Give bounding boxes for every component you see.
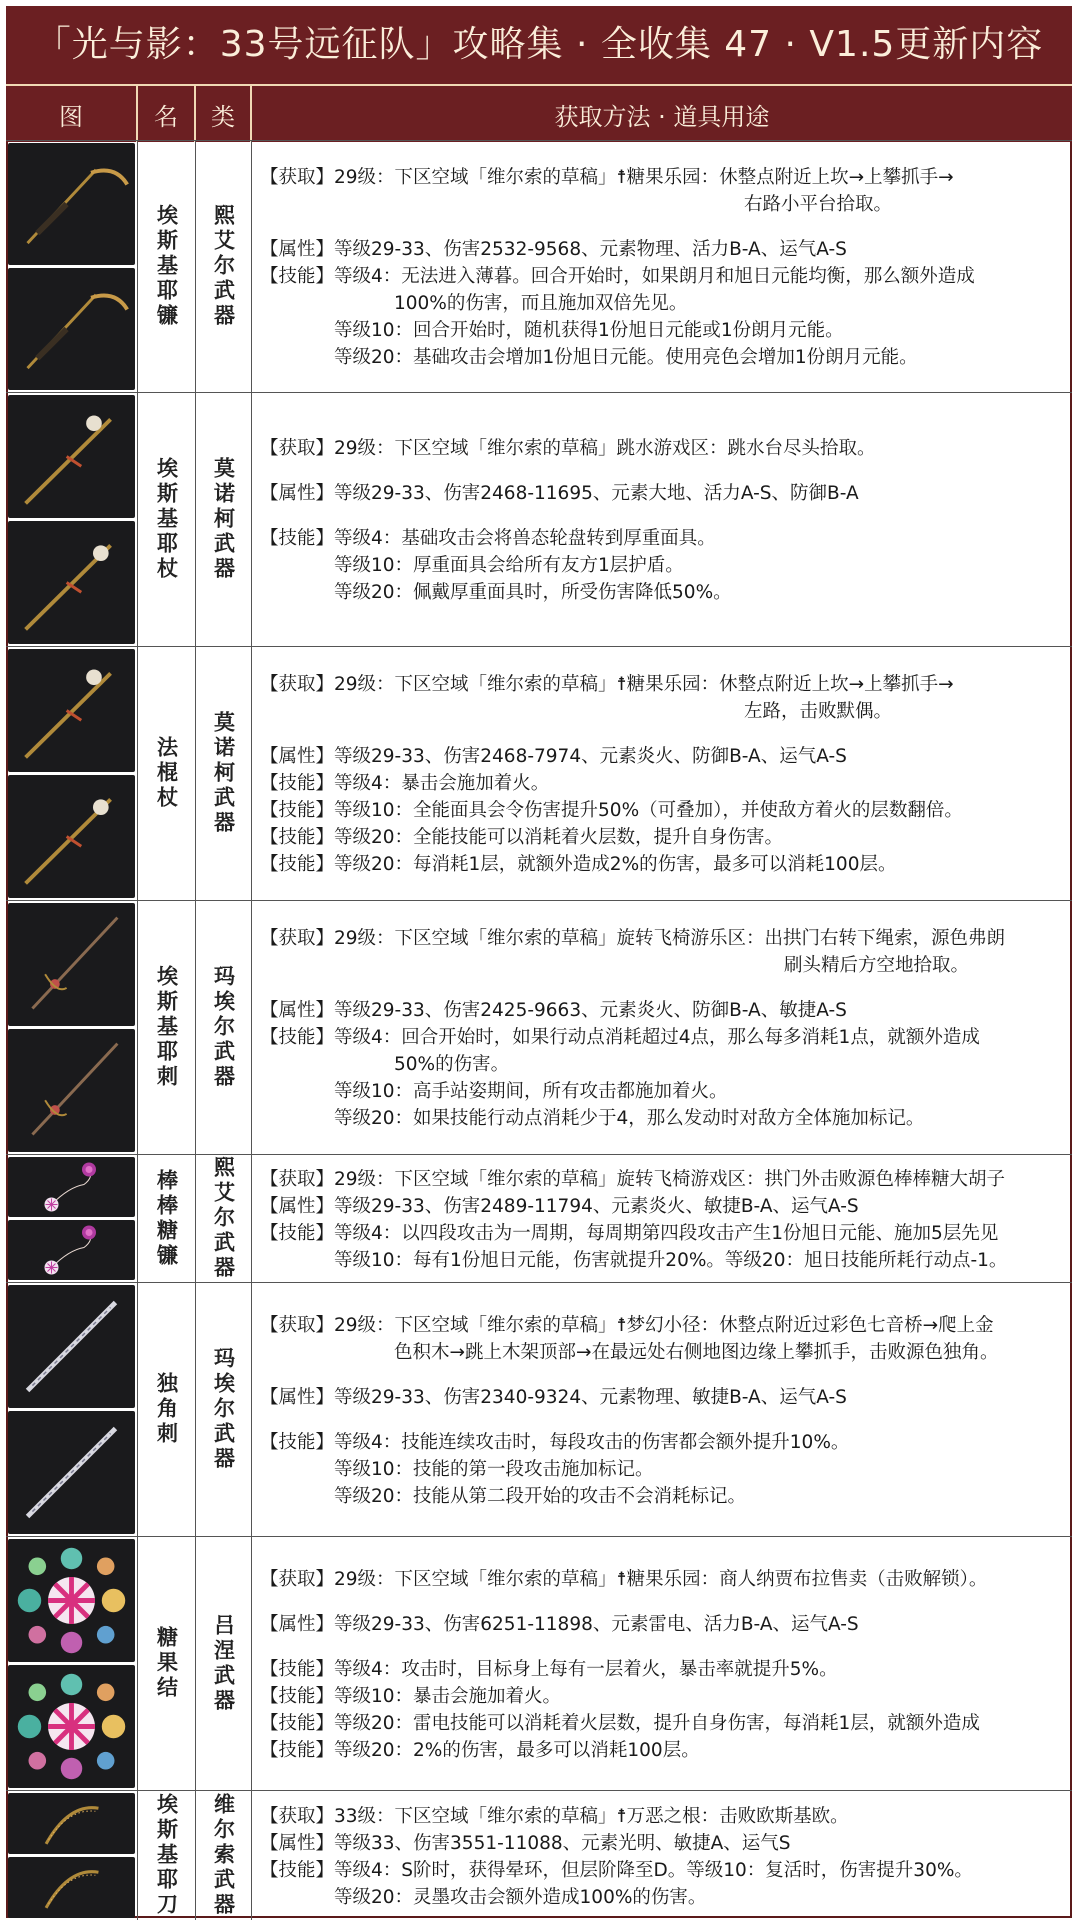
weapon-thumbnail — [8, 1411, 135, 1534]
description-line — [260, 1456, 1062, 1483]
weapon-name-cell — [138, 1283, 196, 1536]
description-line — [260, 1078, 1062, 1105]
table-row — [6, 1536, 1072, 1790]
line-text: 等级4：基础攻击会将兽态轮盘转到厚重面具。 — [334, 528, 716, 549]
line-text: 等级10：回合开始时，随机获得1份旭日元能或1份朗月元能。 — [334, 320, 844, 341]
line-text: 等级10：高手站姿期间，所有攻击都施加着火。 — [334, 1081, 728, 1102]
weapon-type-cell — [196, 1155, 252, 1282]
weapon-type: 莫诺柯武器 — [211, 457, 236, 582]
description-line — [260, 671, 1062, 698]
description-line — [260, 1683, 1062, 1710]
weapon-image-cell — [6, 141, 138, 392]
weapon-type: 吕涅武器 — [211, 1613, 236, 1714]
line-text: 等级29-33、伤害2425-9663、元素炎火、防御B-A、敏捷A-S — [334, 1000, 847, 1021]
line-tag: 【属性】 — [260, 1000, 335, 1021]
header-name: 名 — [138, 86, 196, 142]
line-text: 等级4：S阶时，获得晕环，但层阶降至D。等级10：复活时，伤害提升30%。 — [334, 1859, 973, 1881]
line-text: 29级：下区空域「维尔索的草稿」☨糖果乐园：商人纳贾布拉售卖（击败解锁）。 — [334, 1568, 988, 1590]
weapon-name: 埃斯基耶刺 — [154, 965, 179, 1090]
weapon-thumbnail — [8, 521, 135, 644]
weapon-name-cell — [138, 1537, 196, 1790]
line-text: 等级29-33、伤害2532-9568、元素物理、活力B-A、运气A-S — [334, 239, 847, 260]
line-text: 等级20：2%的伤害，最多可以消耗100层。 — [334, 1739, 700, 1761]
line-tag: 【技能】 — [260, 1222, 335, 1244]
weapon-type-cell — [196, 393, 252, 646]
weapon-image-cell — [6, 647, 138, 900]
weapon-name: 埃斯基耶刀 — [154, 1793, 179, 1918]
weapon-thumbnail — [8, 649, 135, 772]
header-image: 图 — [6, 86, 138, 142]
description-line — [260, 1656, 1062, 1683]
description-line — [260, 1193, 1062, 1220]
line-text: 等级10：技能的第一段攻击施加标记。 — [334, 1458, 654, 1480]
weapon-type-cell — [196, 647, 252, 900]
line-tag: 【技能】 — [260, 1739, 335, 1761]
weapon-image-cell — [6, 901, 138, 1154]
weapon-type: 莫诺柯武器 — [211, 711, 236, 836]
table-row — [6, 392, 1072, 646]
line-tag: 【属性】 — [260, 483, 335, 504]
weapon-name: 埃斯基耶杖 — [154, 457, 179, 582]
weapon-name-cell — [138, 901, 196, 1154]
line-tag: 【获取】 — [260, 1568, 335, 1590]
description-line — [260, 1220, 1062, 1247]
line-tag — [260, 1884, 334, 1911]
line-tag: 【获取】 — [260, 438, 335, 459]
line-text: 等级20：基础攻击会增加1份旭日元能。使用亮色会增加1份朗月元能。 — [334, 347, 918, 368]
weapon-type-cell — [196, 1791, 252, 1920]
line-tag: 【技能】 — [260, 1658, 335, 1680]
line-text: 等级4：攻击时，目标身上每有一层着火，暴击率就提升5%。 — [334, 1658, 838, 1680]
weapon-type: 维尔索武器 — [211, 1793, 236, 1918]
line-tag — [260, 317, 334, 344]
line-tag: 【技能】 — [260, 266, 335, 287]
line-text: 等级29-33、伤害2489-11794、元素炎火、敏捷B-A、运气A-S — [334, 1195, 859, 1217]
description-line — [260, 579, 1062, 606]
weapon-thumbnail — [8, 1157, 135, 1217]
line-text: 33级：下区空域「维尔索的草稿」☨万恶之根：击败欧斯基欧。 — [334, 1805, 849, 1827]
description-line — [260, 435, 1062, 462]
line-tag: 【获取】 — [260, 674, 335, 695]
description-line — [260, 1429, 1062, 1456]
line-text: 29级：下区空域「维尔索的草稿」旋转飞椅游乐区：出拱门右转下绳索，源色弗朗 — [334, 928, 1006, 949]
line-text: 等级20：技能从第二段开始的攻击不会消耗标记。 — [334, 1485, 747, 1507]
line-text: 等级10：每有1份旭日元能，伤害就提升20%。等级20：旭日技能所耗行动点-1。 — [334, 1249, 1008, 1271]
description-line — [260, 525, 1062, 552]
weapon-image-cell — [6, 1791, 138, 1920]
line-tag: 【获取】 — [260, 1805, 335, 1827]
weapon-image-cell — [6, 1155, 138, 1282]
line-text: 等级29-33、伤害2340-9324、元素物理、敏捷B-A、运气A-S — [334, 1386, 847, 1408]
line-text: 等级4：无法进入薄暮。回合开始时，如果朗月和旭日元能均衡，那么额外造成 — [334, 266, 975, 287]
description-line — [260, 1384, 1062, 1411]
line-tag: 【属性】 — [260, 239, 335, 260]
page-title: 「光与影：33号远征队」攻略集 · 全收集 47 · V1.5更新内容 — [6, 6, 1072, 84]
line-tag: 【属性】 — [260, 1386, 335, 1408]
weapon-description-cell — [252, 141, 1072, 392]
table-row — [6, 140, 1072, 392]
weapon-thumbnail — [8, 1029, 135, 1152]
line-tag: 【技能】 — [260, 528, 335, 549]
description-line — [260, 1884, 1062, 1911]
line-tag: 【技能】 — [260, 1712, 335, 1734]
weapon-thumbnail — [8, 1285, 135, 1408]
weapon-thumbnail — [8, 268, 135, 390]
description-line — [260, 191, 1062, 218]
description-line — [260, 1830, 1062, 1857]
line-text: 等级4：回合开始时，如果行动点消耗超过4点，那么每多消耗1点，就额外造成 — [334, 1027, 980, 1048]
weapon-type-cell — [196, 1283, 252, 1536]
line-text: 等级20：灵墨攻击会额外造成100%的伤害。 — [334, 1886, 707, 1908]
line-tag — [260, 1456, 334, 1483]
line-text: 等级10：全能面具会令伤害提升50%（可叠加），并使敌方着火的层数翻倍。 — [334, 800, 963, 821]
weapon-name-cell — [138, 141, 196, 392]
line-text: 等级29-33、伤害2468-7974、元素炎火、防御B-A、运气A-S — [334, 746, 847, 767]
line-text: 等级20：雷电技能可以消耗着火层数，提升自身伤害，每消耗1层，就额外造成 — [334, 1712, 980, 1734]
weapon-description-cell — [252, 1283, 1072, 1536]
weapon-name-cell — [138, 1155, 196, 1282]
weapon-thumbnail — [8, 903, 135, 1026]
line-tag: 【获取】 — [260, 1168, 335, 1190]
weapon-type: 玛埃尔武器 — [211, 965, 236, 1090]
line-text: 100%的伤害，而且施加双倍先见。 — [394, 293, 688, 314]
description-line — [260, 1166, 1062, 1193]
description-line — [260, 1312, 1062, 1339]
line-tag: 【属性】 — [260, 1832, 335, 1854]
weapon-type-cell — [196, 901, 252, 1154]
line-tag — [260, 1483, 334, 1510]
line-text: 29级：下区空域「维尔索的草稿」跳水游戏区：跳水台尽头拾取。 — [334, 438, 876, 459]
weapon-thumbnail — [8, 1220, 135, 1280]
line-text: 50%的伤害。 — [394, 1054, 510, 1075]
weapon-name-cell — [138, 393, 196, 646]
weapon-type: 熙艾尔武器 — [211, 1156, 236, 1281]
line-text: 左路，击败默偶。 — [744, 701, 893, 722]
description-line — [260, 1611, 1062, 1638]
table-header — [6, 84, 1072, 142]
weapon-name: 棒棒糖镰 — [154, 1168, 179, 1269]
line-tag — [260, 290, 334, 317]
weapon-description-cell — [252, 1791, 1072, 1920]
description-line — [260, 824, 1062, 851]
description-line — [260, 851, 1062, 878]
weapon-thumbnail — [8, 395, 135, 518]
table-row — [6, 900, 1072, 1154]
weapon-name: 法棍杖 — [154, 736, 179, 811]
weapon-thumbnail — [8, 1793, 135, 1854]
line-text: 等级10：厚重面具会给所有友方1层护盾。 — [334, 555, 684, 576]
line-tag: 【技能】 — [260, 1431, 335, 1453]
weapon-thumbnail — [8, 1857, 135, 1918]
table-row — [6, 1282, 1072, 1536]
weapon-type: 熙艾尔武器 — [211, 204, 236, 329]
line-text: 29级：下区空域「维尔索的草稿」☨糖果乐园：休整点附近上坎→上攀抓手→ — [334, 167, 954, 188]
line-tag — [260, 1339, 334, 1366]
line-text: 右路小平台拾取。 — [744, 194, 893, 215]
line-text: 29级：下区空域「维尔索的草稿」☨糖果乐园：休整点附近上坎→上攀抓手→ — [334, 674, 954, 695]
weapon-type-cell — [196, 141, 252, 392]
table-row — [6, 1154, 1072, 1282]
description-line — [260, 290, 1062, 317]
line-text: 29级：下区空域「维尔索的草稿」☨梦幻小径：休整点附近过彩色七音桥→爬上金 — [334, 1314, 994, 1336]
description-line — [260, 236, 1062, 263]
line-text: 29级：下区空域「维尔索的草稿」旋转飞椅游戏区：拱门外击败源色棒棒糖大胡子 — [334, 1168, 1006, 1190]
line-tag — [260, 1078, 334, 1105]
weapon-name: 独角刺 — [154, 1372, 179, 1447]
weapon-name-cell — [138, 647, 196, 900]
line-tag: 【属性】 — [260, 1613, 335, 1635]
line-tag: 【技能】 — [260, 1859, 335, 1881]
description-line — [260, 797, 1062, 824]
description-line — [260, 1024, 1062, 1051]
description-line — [260, 1710, 1062, 1737]
description-line — [260, 164, 1062, 191]
weapon-thumbnail — [8, 775, 135, 898]
weapon-name: 埃斯基耶镰 — [154, 204, 179, 329]
line-text: 等级4：暴击会施加着火。 — [334, 773, 550, 794]
weapon-description-cell — [252, 393, 1072, 646]
weapon-thumbnail — [8, 143, 135, 265]
table-body — [6, 140, 1072, 1920]
weapon-name-cell — [138, 1791, 196, 1920]
line-text: 色积木→跳上木架顶部→在最远处右侧地图边缘上攀抓手，击败源色独角。 — [394, 1341, 999, 1363]
line-text: 等级29-33、伤害2468-11695、元素大地、活力A-S、防御B-A — [334, 483, 859, 504]
line-text: 等级29-33、伤害6251-11898、元素雷电、活力B-A、运气A-S — [334, 1613, 859, 1635]
weapon-image-cell — [6, 1283, 138, 1536]
line-tag — [260, 552, 334, 579]
description-line — [260, 344, 1062, 371]
weapon-type-cell — [196, 1537, 252, 1790]
description-line — [260, 1247, 1062, 1274]
header-type: 类 — [196, 86, 252, 142]
line-text: 等级20：佩戴厚重面具时，所受伤害降低50%。 — [334, 582, 732, 603]
description-line — [260, 1339, 1062, 1366]
line-tag — [260, 952, 334, 979]
weapon-description-cell — [252, 1155, 1072, 1282]
weapon-thumbnail — [8, 1539, 135, 1662]
weapon-image-cell — [6, 393, 138, 646]
description-line — [260, 1483, 1062, 1510]
line-text: 刷头精后方空地拾取。 — [784, 955, 970, 976]
description-line — [260, 1051, 1062, 1078]
header-description: 获取方法 · 道具用途 — [554, 102, 770, 131]
table-row — [6, 646, 1072, 900]
weapon-description-cell — [252, 1537, 1072, 1790]
description-line — [260, 698, 1062, 725]
line-text: 等级20：全能技能可以消耗着火层数，提升自身伤害。 — [334, 827, 784, 848]
line-tag: 【技能】 — [260, 773, 335, 794]
table-row — [6, 1790, 1072, 1920]
description-line — [260, 480, 1062, 507]
weapon-description-cell — [252, 647, 1072, 900]
weapon-name: 糖果结 — [154, 1626, 179, 1701]
weapon-description-cell — [252, 901, 1072, 1154]
line-tag — [260, 579, 334, 606]
line-tag: 【技能】 — [260, 854, 335, 875]
line-tag: 【技能】 — [260, 1027, 335, 1048]
weapon-thumbnail — [8, 1665, 135, 1788]
description-line — [260, 743, 1062, 770]
line-tag — [260, 191, 334, 218]
line-tag — [260, 1105, 334, 1132]
line-text: 等级20：每消耗1层，就额外造成2%的伤害，最多可以消耗100层。 — [334, 854, 897, 875]
line-tag: 【获取】 — [260, 1314, 335, 1336]
line-tag: 【技能】 — [260, 827, 335, 848]
line-tag: 【技能】 — [260, 800, 335, 821]
line-tag: 【获取】 — [260, 167, 335, 188]
line-text: 等级20：如果技能行动点消耗少于4，那么发动时对敌方全体施加标记。 — [334, 1108, 925, 1129]
line-tag: 【属性】 — [260, 1195, 335, 1217]
weapon-type: 玛埃尔武器 — [211, 1347, 236, 1472]
description-line — [260, 1737, 1062, 1764]
line-tag — [260, 344, 334, 371]
line-text: 等级4：以四段攻击为一周期，每周期第四段攻击产生1份旭日元能、施加5层先见 — [334, 1222, 999, 1244]
line-tag: 【获取】 — [260, 928, 335, 949]
line-tag — [260, 1051, 334, 1078]
line-text: 等级33、伤害3551-11088、元素光明、敏捷A、运气S — [334, 1832, 791, 1854]
description-line — [260, 317, 1062, 344]
line-tag: 【属性】 — [260, 746, 335, 767]
description-line — [260, 552, 1062, 579]
line-tag: 【技能】 — [260, 1685, 335, 1707]
weapon-image-cell — [6, 1537, 138, 1790]
description-line — [260, 952, 1062, 979]
line-tag — [260, 698, 334, 725]
description-line — [260, 925, 1062, 952]
description-line — [260, 1857, 1062, 1884]
line-text: 等级10：暴击会施加着火。 — [334, 1685, 562, 1707]
description-line — [260, 997, 1062, 1024]
description-line — [260, 263, 1062, 290]
line-text: 等级4：技能连续攻击时，每段攻击的伤害都会额外提升10%。 — [334, 1431, 850, 1453]
line-tag — [260, 1247, 334, 1274]
description-line — [260, 1803, 1062, 1830]
description-line — [260, 770, 1062, 797]
description-line — [260, 1105, 1062, 1132]
description-line — [260, 1566, 1062, 1593]
